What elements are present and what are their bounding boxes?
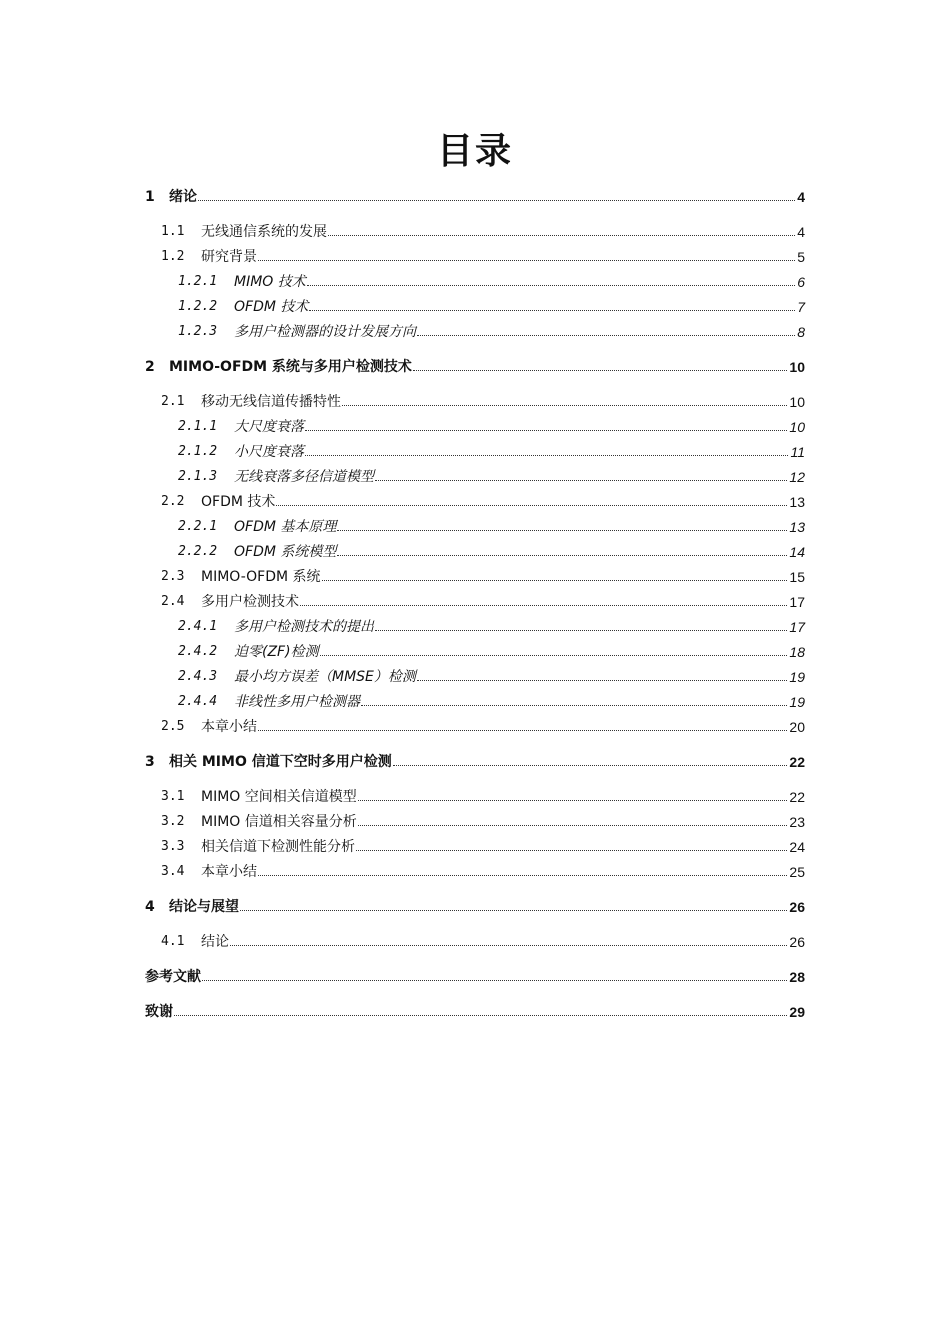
toc-dot-leader bbox=[337, 530, 787, 531]
toc-entry-page: 22 bbox=[789, 789, 805, 805]
toc-entry[interactable] bbox=[145, 999, 805, 1021]
toc-entry-title: 相关 MIMO 信道下空时多用户检测 bbox=[169, 754, 392, 770]
toc-entry[interactable] bbox=[145, 714, 805, 736]
toc-entry-page: 11 bbox=[790, 444, 805, 460]
toc-entry-title: 非线性多用户检测器 bbox=[234, 694, 360, 710]
toc-entry-page: 4 bbox=[797, 189, 805, 205]
toc-entry-page: 12 bbox=[789, 469, 805, 485]
toc-entry-page: 19 bbox=[789, 694, 805, 710]
toc-entry-number: 2.4 bbox=[161, 594, 185, 609]
toc-entry-page: 28 bbox=[789, 969, 805, 985]
toc-entry[interactable] bbox=[145, 639, 805, 661]
toc-entry-number: 1.1 bbox=[161, 224, 185, 239]
toc-entry-title: 结论 bbox=[201, 934, 229, 950]
toc-entry-number: 2.1.2 bbox=[178, 444, 218, 459]
toc-dot-leader bbox=[417, 680, 788, 681]
toc-entry-page: 26 bbox=[789, 934, 805, 950]
toc-entry-page: 13 bbox=[789, 494, 805, 510]
toc-entry-page: 10 bbox=[789, 359, 805, 375]
toc-entry-number: 2.2 bbox=[161, 494, 185, 509]
toc-entry-title: 研究背景 bbox=[201, 249, 257, 265]
toc-entry-number: 3 bbox=[145, 754, 155, 770]
toc-entry-page: 22 bbox=[789, 754, 805, 770]
toc-entry[interactable] bbox=[145, 244, 805, 266]
toc-entry[interactable] bbox=[145, 859, 805, 881]
toc-dot-leader bbox=[358, 800, 788, 801]
toc-entry[interactable] bbox=[145, 749, 805, 771]
toc-dot-leader bbox=[375, 630, 787, 631]
toc-entry-number: 4 bbox=[145, 899, 155, 915]
toc-entry-page: 4 bbox=[797, 224, 805, 240]
toc-entry[interactable] bbox=[145, 834, 805, 856]
toc-entry[interactable] bbox=[145, 784, 805, 806]
toc-dot-leader bbox=[361, 705, 787, 706]
toc-dot-leader bbox=[202, 980, 787, 981]
toc-entry[interactable] bbox=[145, 439, 805, 461]
toc-dot-leader bbox=[300, 605, 787, 606]
toc-dot-leader bbox=[342, 405, 787, 406]
toc-dot-leader bbox=[258, 260, 795, 261]
toc-entry-page: 7 bbox=[797, 299, 805, 315]
toc-entry-number: 2.4.3 bbox=[178, 669, 218, 684]
toc-dot-leader bbox=[322, 580, 788, 581]
toc-entry-page: 10 bbox=[789, 394, 805, 410]
toc-entry-title: OFDM 技术 bbox=[201, 494, 276, 510]
toc-entry-number: 2 bbox=[145, 359, 155, 375]
toc-entry[interactable] bbox=[145, 354, 805, 376]
toc-entry-number: 1.2.1 bbox=[178, 274, 218, 289]
toc-dot-leader bbox=[375, 480, 787, 481]
toc-dot-leader bbox=[393, 765, 788, 766]
toc-entry-title: MIMO-OFDM 系统 bbox=[201, 569, 321, 585]
toc-entry-page: 26 bbox=[789, 899, 805, 915]
toc-entry-title: 无线衰落多径信道模型 bbox=[234, 469, 374, 485]
toc-entry-title: MIMO 空间相关信道模型 bbox=[201, 789, 357, 805]
toc-entry-number: 2.2.2 bbox=[178, 544, 218, 559]
toc-entry-page: 5 bbox=[797, 249, 805, 265]
toc-dot-leader bbox=[230, 945, 787, 946]
toc-entry-title: 多用户检测技术 bbox=[201, 594, 299, 610]
toc-entry-number: 1.2 bbox=[161, 249, 185, 264]
toc-entry[interactable] bbox=[145, 964, 805, 986]
toc-entry-page: 20 bbox=[789, 719, 805, 735]
toc-entry-title: 致谢 bbox=[145, 1004, 173, 1020]
toc-entry-page: 29 bbox=[789, 1004, 805, 1020]
toc-dot-leader bbox=[258, 875, 787, 876]
toc-entry-page: 18 bbox=[789, 644, 805, 660]
toc-dot-leader bbox=[198, 200, 795, 201]
toc-dot-leader bbox=[337, 555, 787, 556]
toc-entry[interactable] bbox=[145, 664, 805, 686]
toc-entry[interactable] bbox=[145, 389, 805, 411]
toc-entry[interactable] bbox=[145, 184, 805, 206]
toc-entry-title: 最小均方误差（MMSE）检测 bbox=[234, 669, 416, 685]
toc-dot-leader bbox=[174, 1015, 787, 1016]
toc-entry-number: 2.4.4 bbox=[178, 694, 218, 709]
toc-entry-page: 15 bbox=[789, 569, 805, 585]
toc-dot-leader bbox=[320, 655, 788, 656]
toc-entry-title: MIMO 技术 bbox=[234, 274, 306, 290]
toc-entry-title: OFDM 技术 bbox=[234, 299, 309, 315]
toc-entry-page: 23 bbox=[789, 814, 805, 830]
toc-entry-page: 17 bbox=[789, 619, 805, 635]
toc-entry-title: 多用户检测技术的提出 bbox=[234, 619, 374, 635]
toc-entry-number: 2.5 bbox=[161, 719, 185, 734]
toc-entry-page: 25 bbox=[789, 864, 805, 880]
toc-entry-number: 2.1 bbox=[161, 394, 185, 409]
toc-entry-title: 迫零(ZF)检测 bbox=[234, 644, 319, 660]
toc-entry[interactable] bbox=[145, 809, 805, 831]
toc-entry-number: 3.3 bbox=[161, 839, 185, 854]
toc-entry-title: MIMO 信道相关容量分析 bbox=[201, 814, 357, 830]
toc-entry-number: 1.2.3 bbox=[178, 324, 218, 339]
toc-entry-page: 8 bbox=[797, 324, 805, 340]
toc-entry-title: 相关信道下检测性能分析 bbox=[201, 839, 355, 855]
toc-entry-title: 大尺度衰落 bbox=[234, 419, 304, 435]
toc-dot-leader bbox=[276, 505, 787, 506]
toc-dot-leader bbox=[307, 285, 795, 286]
toc-entry[interactable] bbox=[145, 894, 805, 916]
toc-entry-title: 结论与展望 bbox=[169, 899, 239, 915]
toc-entry-number: 1 bbox=[145, 189, 155, 205]
toc-entry-page: 17 bbox=[789, 594, 805, 610]
toc-entry[interactable] bbox=[145, 614, 805, 636]
toc-dot-leader bbox=[358, 825, 788, 826]
toc-entry[interactable] bbox=[145, 689, 805, 711]
toc-entry-page: 13 bbox=[789, 519, 805, 535]
toc-entry[interactable] bbox=[145, 489, 805, 511]
toc-entry-title: 移动无线信道传播特性 bbox=[201, 394, 341, 410]
toc-entry-number: 2.1.3 bbox=[178, 469, 218, 484]
toc-dot-leader bbox=[328, 235, 795, 236]
toc-dot-leader bbox=[356, 850, 787, 851]
toc-entry-number: 2.1.1 bbox=[178, 419, 218, 434]
toc-entry-number: 3.2 bbox=[161, 814, 185, 829]
toc-dot-leader bbox=[309, 310, 795, 311]
toc-dot-leader bbox=[413, 370, 787, 371]
toc-entry-title: 多用户检测器的设计发展方向 bbox=[234, 324, 416, 340]
toc-dot-leader bbox=[305, 430, 787, 431]
toc-dot-leader bbox=[258, 730, 787, 731]
toc-entry-title: 无线通信系统的发展 bbox=[201, 224, 327, 240]
toc-entry-title: MIMO-OFDM 系统与多用户检测技术 bbox=[169, 359, 412, 375]
toc-entry-number: 2.4.2 bbox=[178, 644, 218, 659]
toc-entry[interactable] bbox=[145, 539, 805, 561]
toc-entry-page: 10 bbox=[789, 419, 805, 435]
toc-entry[interactable] bbox=[145, 219, 805, 241]
toc-entry-title: 本章小结 bbox=[201, 864, 257, 880]
toc-entry[interactable] bbox=[145, 414, 805, 436]
toc-entry-page: 19 bbox=[789, 669, 805, 685]
toc-entry-number: 4.1 bbox=[161, 934, 185, 949]
toc-entry-page: 6 bbox=[797, 274, 805, 290]
toc-entry-title: 小尺度衰落 bbox=[234, 444, 304, 460]
toc-entry[interactable] bbox=[145, 319, 805, 341]
toc-entry[interactable] bbox=[145, 564, 805, 586]
toc-entry-page: 14 bbox=[789, 544, 805, 560]
toc-entry-number: 2.2.1 bbox=[178, 519, 218, 534]
toc-entry[interactable] bbox=[145, 589, 805, 611]
toc-entry-number: 2.3 bbox=[161, 569, 185, 584]
toc-dot-leader bbox=[305, 455, 788, 456]
toc-entry[interactable] bbox=[145, 464, 805, 486]
toc-entry-title: OFDM 系统模型 bbox=[234, 544, 337, 560]
toc-entry-number: 2.4.1 bbox=[178, 619, 218, 634]
toc-entry[interactable] bbox=[145, 294, 805, 316]
toc-entry-title: 绪论 bbox=[169, 189, 197, 205]
toc-entry[interactable] bbox=[145, 929, 805, 951]
toc-entry-number: 3.4 bbox=[161, 864, 185, 879]
toc-dot-leader bbox=[240, 910, 787, 911]
toc-entry-title: 参考文献 bbox=[145, 969, 201, 985]
toc-dot-leader bbox=[417, 335, 795, 336]
toc-entry-page: 24 bbox=[789, 839, 805, 855]
toc-entry[interactable] bbox=[145, 514, 805, 536]
toc-entry-number: 1.2.2 bbox=[178, 299, 218, 314]
toc-entry-number: 3.1 bbox=[161, 789, 185, 804]
toc-entry-title: OFDM 基本原理 bbox=[234, 519, 337, 535]
page-title: 目录 bbox=[436, 131, 513, 172]
toc-entry-title: 本章小结 bbox=[201, 719, 257, 735]
toc-entry[interactable] bbox=[145, 269, 805, 291]
